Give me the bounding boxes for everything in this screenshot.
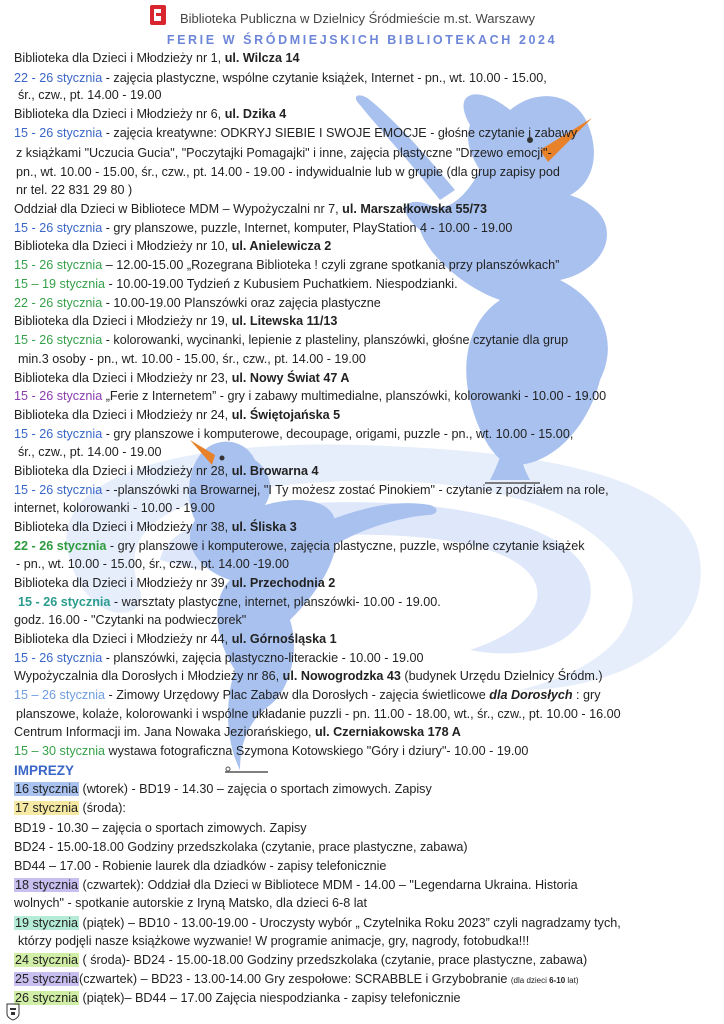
library-name: Biblioteka dla Dzieci i Młodzieży nr 19, ul. Litewska 11/13 [14,314,338,328]
schedule-line: śr., czw., pt. 14.00 - 19.00 [18,88,162,102]
schedule-line: 15 – 30 stycznia wystawa fotograficzna Szymona Kotowskiego "Góry i dziury"- 10.00 - 19.00 [14,744,529,758]
event-line: BD44 – 17.00 - Robienie laurek dla dziadków - zapisy telefonicznie [14,859,387,873]
schedule-line: 15 – 26 stycznia - Zimowy Urzędowy Plac Zabaw dla Dorosłych - zajęcia świetlicowe dla Dorosłych : gry [14,688,601,702]
schedule-line: godz. 16.00 - "Czytanki na podwieczorek" [14,613,247,627]
event-line: 24 stycznia ( środa)- BD24 - 15.00-18.00 Godziny przedszkolaka (czytanie, prace plastyczne, zabawa) [15,953,588,967]
header-subtitle: FERIE W ŚRÓDMIEJSKICH BIBLIOTEKACH 2024 [166,33,558,47]
library-name: Biblioteka dla Dzieci i Młodzieży nr 10, ul. Anielewicza 2 [14,239,332,253]
event-line: BD19 - 10.30 – zajęcia o sportach zimowych. Zapisy [14,821,307,835]
library-name: Wypożyczalnia dla Dorosłych i Młodzieży nr 86, ul. Nowogrodzka 43 (budynek Urzędu Dzielnicy Śródm.) [14,669,603,683]
event-line: 19 stycznia (piątek) – BD10 - 13.00-19.00 - Uroczysty wybór „ Czytelnika Roku 2023” czyli nagradzamy tych, [15,916,621,930]
schedule-line: 15 - 26 stycznia - gry planszowe, puzzle, Internet, komputer, PlayStation 4 - 10.00 - 19.00 [14,221,513,235]
schedule-line: 22 - 26 stycznia - zajęcia plastyczne, wspólne czytanie książek, Internet - pn., wt. 10.00 - 15.00, [14,71,547,85]
schedule-line: - pn., wt. 10.00 - 15.00, śr., czw., pt. 14.00 -19.00 [16,557,290,571]
warsaw-crest-icon [6,1003,20,1021]
library-name: Biblioteka dla Dzieci i Młodzieży nr 6, ul. Dzika 4 [14,107,287,121]
schedule-line: 15 - 26 stycznia - -planszówki na Browarnej, "I Ty możesz zostać Pinokiem" - czytanie z podziałem na role, [14,483,609,497]
schedule-line: 15 - 26 stycznia - zajęcia kreatywne: ODKRYJ SIEBIE I SWOJE EMOCJE - głośne czytanie i zabawy [14,126,578,140]
library-name: Biblioteka dla Dzieci i Młodzieży nr 28, ul. Browarna 4 [14,464,319,478]
schedule-line: śr., czw., pt. 14.00 - 19.00 [18,445,162,459]
schedule-line: 15 - 26 stycznia - planszówki, zajęcia plastyczno-literackie - 10.00 - 19.00 [14,651,424,665]
schedule-line: 15 – 19 stycznia - 10.00-19.00 Tydzień z Kubusiem Puchatkiem. Niespodzianki. [14,277,458,291]
library-logo-icon [150,5,166,25]
event-line: 17 stycznia (środa): [15,801,126,815]
header-title: Biblioteka Publiczna w Dzielnicy Śródmieście m.st. Warszawy [180,11,535,26]
event-line: którzy podjęli nasze książkowe wyzwanie! W programie animacje, gry, nagrody, fotobudka!!! [18,934,530,948]
library-name: Biblioteka dla Dzieci i Młodzieży nr 24, ul. Świętojańska 5 [14,408,341,422]
schedule-line: nr tel. 22 831 29 80 ) [16,183,133,197]
schedule-line: 15 - 26 stycznia - warsztaty plastyczne, internet, planszówki- 10.00 - 19.00. [18,595,441,609]
schedule-line: z książkami "Uczucia Gucia", "Poczytajki Pomagajki" i inne, zajęcia plastyczne "Drzewo emocji"- [16,146,552,160]
library-name: Biblioteka dla Dzieci i Młodzieży nr 44, ul. Górnośląska 1 [14,632,337,646]
schedule-line: planszowe, kolaże, kolorowanki i wspólne układanie puzzli - pn. 11.00 - 18.00, wt., śr., czw., pt. 10.00 - 16.00 [16,707,621,721]
schedule-line: min.3 osoby - pn., wt. 10.00 - 15.00, śr., czw., pt. 14.00 - 19.00 [18,352,366,366]
schedule-line: 15 - 26 stycznia - kolorowanki, wycinanki, lepienie z plasteliny, planszówki, głośne czytanie dla grup [14,333,569,347]
schedule-line: 22 - 26 stycznia - 10.00-19.00 Planszówki oraz zajęcia plastyczne [14,296,381,310]
library-name: Biblioteka dla Dzieci i Młodzieży nr 23, ul. Nowy Świat 47 A [14,371,350,385]
schedule-line: internet, kolorowanki - 10.00 - 19.00 [14,501,215,515]
event-line: 16 stycznia (wtorek) - BD19 - 14.30 – zajęcia o sportach zimowych. Zapisy [15,782,432,796]
library-name: Centrum Informacji im. Jana Nowaka Jeziorańskiego, ul. Czerniakowska 178 A [14,725,461,739]
schedule-line: 15 - 26 stycznia - gry planszowe i komputerowe, decoupage, origami, puzzle - pn., wt. 10.00 - 15.00, [14,427,574,441]
schedule-line: 22 - 26 stycznia - gry planszowe i komputerowe, zajęcia plastyczne, puzzle, wspólne czytanie książek [14,539,585,553]
library-name: Oddział dla Dzieci w Bibliotece MDM – Wypożyczalni nr 7, ul. Marszałkowska 55/73 [14,202,488,216]
library-name: Biblioteka dla Dzieci i Młodzieży nr 38, ul. Śliska 3 [14,520,297,534]
event-line: BD24 - 15.00-18.00 Godziny przedszkolaka (czytanie, prace plastyczne, zabawa) [14,840,468,854]
schedule-line: 15 - 26 stycznia – 12.00-15.00 „Rozegrana Biblioteka ! czyli zgrane spotkania przy planszówkach” [14,258,560,272]
event-line: 18 stycznia (czwartek): Oddział dla Dzieci w Bibliotece MDM - 14.00 – "Legendarna Ukraina. Historia [15,878,578,892]
event-line: 26 stycznia (piątek)– BD44 – 17.00 Zajęcia niespodzianka - zapisy telefonicznie [15,991,461,1005]
events-heading: IMPREZY [14,763,75,778]
event-line: 25 stycznia(czwartek) – BD23 - 13.00-14.00 Gry zespołowe: SCRABBLE i Grzybobranie (dla dzieci 6-10 lat) [15,972,579,986]
event-line: wolnych" - spotkanie autorskie z Iryną Matsko, dla dzieci 6-8 lat [14,896,368,910]
schedule-line: 15 - 26 stycznia „Ferie z Internetem” - gry i zabawy multimedialne, planszówki, kolorowanki - 10.00 - 19.00 [14,389,607,403]
library-name: Biblioteka dla Dzieci i Młodzieży nr 1, ul. Wilcza 14 [14,51,300,65]
library-name: Biblioteka dla Dzieci i Młodzieży nr 39, ul. Przechodnia 2 [14,576,336,590]
schedule-line: pn., wt. 10.00 - 15.00, śr., czw., pt. 14.00 - 19.00 - indywidualnie lub w grupie (dla grup zapisy pod [16,165,560,179]
page-header [0,3,724,49]
